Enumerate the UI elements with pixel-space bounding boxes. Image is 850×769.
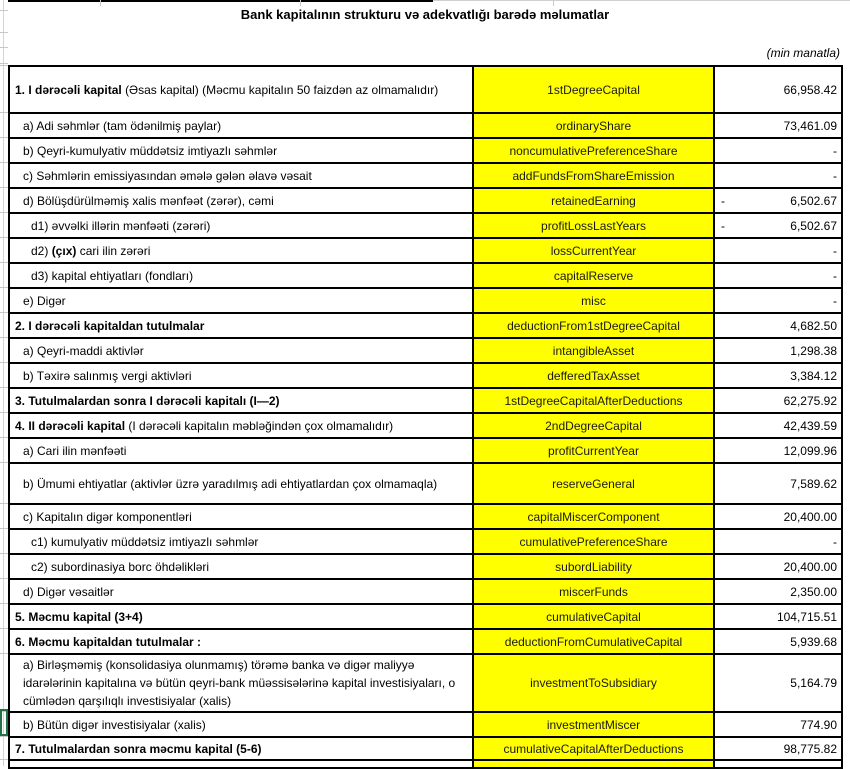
value-cell[interactable] [714,388,842,413]
gutter-gridline [0,578,8,579]
top-gridline [433,0,850,1]
description-text: a) Qeyri-maddi aktivlər [23,343,144,358]
table-row [9,66,842,113]
code-text: profitLossLastYears [541,218,646,233]
description-cell[interactable] [9,113,473,138]
value-text: - [833,268,837,283]
gutter-gridline [0,387,8,388]
code-text: cumulativeCapital [546,609,641,624]
value-text: - [833,143,837,158]
gutter-gridline [0,603,8,604]
column-gridline-stub [100,0,101,6]
description-cell[interactable] [9,66,473,113]
value-cell[interactable] [714,66,842,113]
capital-table-body [9,66,842,768]
value-text: 73,461.09 [783,118,837,133]
table-row [9,163,842,188]
description-cell[interactable] [9,363,473,388]
table-row [9,463,842,504]
table-row [9,413,842,438]
gutter-gridline [0,63,8,64]
code-text: capitalReserve [553,268,634,283]
gutter-gridline [0,162,8,163]
code-cell[interactable] [473,554,714,579]
negative-sign: - [721,218,725,233]
value-cell[interactable] [714,413,842,438]
table-row [9,504,842,529]
description-cell[interactable] [9,388,473,413]
value-cell[interactable] [714,737,842,760]
table-row [9,363,842,388]
description-text: (I dərəcəli kapitalın məbləğindən çox olmamalıdır) [128,418,394,433]
table-row [9,263,842,288]
value-cell[interactable] [714,263,842,288]
code-cell[interactable] [473,529,714,554]
gutter-gridline [0,437,8,438]
description-text: a) Birləşməmiş (konsolidasiya olunmamış) törəmə banka və digər maliyyə idarələrinin kapitalına və bütün qeyri-bank müəssisələrinə kapital investisiyaları, o cümlədən qarşılıqlı investisiyalar (xalis) [23,658,456,708]
gutter-gridline [0,212,8,213]
code-text: deductionFromCumulativeCapital [504,634,683,649]
unit-note: (min manatla) [766,46,840,60]
value-text: 98,775.82 [783,741,837,756]
table-row [9,313,842,338]
code-cell[interactable] [473,263,714,288]
code-cell[interactable] [473,188,714,213]
table-row [9,188,842,213]
value-text: - [833,243,837,258]
value-cell[interactable] [714,188,842,213]
value-text: - [833,534,837,549]
code-text: ordinaryShare [555,118,632,133]
description-cell[interactable] [9,138,473,163]
code-cell[interactable] [473,463,714,504]
description-cell[interactable] [9,163,473,188]
value-cell[interactable] [714,579,842,604]
value-text: 62,275.92 [783,393,837,408]
value-text: 5,939.68 [790,634,837,649]
column-gridline-stub [300,0,301,6]
value-text: 20,400.00 [783,559,837,574]
description-cell[interactable] [9,504,473,529]
code-cell[interactable] [473,737,714,760]
value-cell[interactable] [714,138,842,163]
value-cell[interactable] [714,313,842,338]
table-row [9,288,842,313]
table-row [9,113,842,138]
description-text: 5. Məcmu kapital (3+4) [15,609,143,624]
description-text: b) Bütün digər investisiyalar (xalis) [23,717,206,732]
gutter-gridline [0,462,8,463]
table-row [9,604,842,629]
gutter-gridline [0,412,8,413]
value-cell[interactable] [714,363,842,388]
value-cell[interactable] [714,504,842,529]
sheet-title: Bank kapitalının strukturu və adekvatlığı barədə məlumatlar [240,7,610,22]
value-cell[interactable] [714,529,842,554]
value-cell[interactable] [714,113,842,138]
code-text: deductionFrom1stDegreeCapital [507,318,680,333]
description-cell[interactable] [9,604,473,629]
code-cell[interactable] [473,363,714,388]
table-row [9,138,842,163]
description-text: b) Qeyri-kumulyativ müddətsiz imtiyazlı səhmlər [23,143,278,158]
code-text: intangibleAsset [552,343,635,358]
description-text: d2) [31,243,52,258]
partial-row [9,760,842,768]
left-gridline [3,0,4,766]
value-text: 7,589.62 [790,476,837,491]
value-cell[interactable] [714,654,842,712]
code-cell[interactable] [473,760,714,768]
description-cell[interactable] [9,529,473,554]
code-text: profitCurrentYear [548,443,639,458]
table-row [9,338,842,363]
code-text: 1stDegreeCapitalAfterDeductions [504,393,683,408]
description-text: c2) subordinasiya borc öhdəlikləri [31,559,210,574]
table-row [9,213,842,238]
code-cell[interactable] [473,66,714,113]
value-text: 4,682.50 [790,318,837,333]
description-text: e) Digər [23,293,66,308]
table-row [9,554,842,579]
code-cell[interactable] [473,163,714,188]
description-cell[interactable] [9,288,473,313]
gutter-gridline [0,653,8,654]
code-cell[interactable] [473,579,714,604]
table-row [9,712,842,737]
gutter-gridline [0,112,8,113]
code-text: addFundsFromShareEmission [512,168,675,183]
description-text: 1. I dərəcəli kapital [15,82,126,97]
code-cell[interactable] [473,288,714,313]
description-text: c1) kumulyativ müddətsiz imtiyazlı səhmlər [31,534,259,549]
gutter-gridline [0,312,8,313]
description-cell[interactable] [9,263,473,288]
code-cell[interactable] [473,438,714,463]
description-text: d1) əvvəlki illərin mənfəəti (zərəri) [31,218,211,233]
gutter-gridline [0,337,8,338]
gutter-gridline [0,237,8,238]
code-cell[interactable] [473,138,714,163]
code-cell[interactable] [473,388,714,413]
code-text: lossCurrentYear [550,243,637,258]
value-cell[interactable] [714,438,842,463]
table-row [9,737,842,760]
code-text: reserveGeneral [552,476,635,491]
value-text: 5,164.79 [790,676,837,690]
gutter-gridline [0,187,8,188]
value-text: 104,715.51 [776,609,837,624]
value-cell[interactable] [714,712,842,737]
code-cell[interactable] [473,113,714,138]
value-text: 12,099.96 [783,443,837,458]
gutter-gridline [0,362,8,363]
value-cell[interactable] [714,213,842,238]
description-text: 4. II dərəcəli kapital [15,418,129,433]
code-text: cumulativeCapitalAfterDeductions [503,741,684,756]
table-row [9,438,842,463]
table-row [9,579,842,604]
capital-structure-table [8,65,843,769]
code-text: cumulativePreferenceShare [519,534,668,549]
description-cell[interactable] [9,737,473,760]
description-cell[interactable] [9,238,473,263]
gutter-gridline [0,137,8,138]
gutter-gridline [0,503,8,504]
code-text: defferedTaxAsset [547,368,640,383]
description-text: c) Kapitalın digər komponentləri [23,509,192,524]
value-text: 42,439.59 [783,418,837,433]
value-cell[interactable] [714,163,842,188]
description-cell[interactable] [9,313,473,338]
value-text: - [833,168,837,183]
description-cell[interactable] [9,463,473,504]
description-cell[interactable] [9,712,473,737]
value-text: 66,958.42 [783,82,837,97]
value-text: - [833,293,837,308]
value-cell[interactable] [714,629,842,654]
code-cell[interactable] [473,238,714,263]
gutter-gridline [0,32,8,33]
gutter-gridline [0,47,8,48]
description-cell[interactable] [9,438,473,463]
top-border-line [8,0,433,2]
description-text: (çıx) [51,243,77,258]
code-text: 2ndDegreeCapital [545,418,642,433]
gutter-gridline [0,262,8,263]
code-text: noncumulativePreferenceShare [509,143,678,158]
description-text: (Əsas kapital) (Məcmu kapitalın 50 faizdən az olmamalıdır) [125,82,439,97]
code-cell[interactable] [473,413,714,438]
selected-cell-indicator[interactable] [0,709,8,736]
gutter-gridline [0,287,8,288]
value-cell[interactable] [714,760,842,768]
code-text: miscerFunds [559,584,628,599]
description-cell[interactable] [9,188,473,213]
code-text: investmentMiscer [546,717,641,732]
code-cell[interactable] [473,338,714,363]
negative-sign: - [721,193,725,208]
code-cell[interactable] [473,213,714,238]
code-text: retainedEarning [551,193,636,208]
value-text: 2,350.00 [790,584,837,599]
code-cell[interactable] [473,604,714,629]
description-cell[interactable] [9,654,473,712]
description-text: b) Təxirə salınmış vergi aktivləri [23,368,192,383]
value-text: 774.90 [800,717,837,732]
table-row [9,529,842,554]
table-row [9,238,842,263]
gutter-gridline [0,628,8,629]
description-cell[interactable] [9,554,473,579]
description-text: d) Digər vəsaitlər [23,584,114,599]
gutter-gridline [0,65,8,66]
code-text: subordLiability [555,559,632,574]
description-text: a) Cari ilin mənfəəti [23,443,127,458]
code-cell[interactable] [473,629,714,654]
description-cell[interactable] [9,338,473,363]
description-text: a) Adi səhmlər (tam ödənilmiş paylar) [23,118,222,133]
description-text: b) Ümumi ehtiyatlar (aktivlər üzrə yaradılmış adi ehtiyatlardan çox olmamaqla) [23,476,438,491]
gutter-gridline [0,736,8,737]
value-text: 6,502.67 [790,193,837,208]
gutter-gridline [0,759,8,760]
description-text: c) Səhmlərin emissiyasından əmələ gələn əlavə vəsait [23,168,312,183]
description-text: 3. Tutulmalardan sonra I dərəcəli kapitalı (I—2) [15,393,280,408]
description-text: 6. Məcmu kapitaldan tutulmalar : [15,634,202,649]
code-cell[interactable] [473,712,714,737]
gutter-gridline [0,553,8,554]
code-cell[interactable] [473,313,714,338]
description-cell[interactable] [9,213,473,238]
value-cell[interactable] [714,238,842,263]
description-cell[interactable] [9,629,473,654]
description-cell[interactable] [9,579,473,604]
code-text: investmentToSubsidiary [530,676,657,690]
table-row [9,654,842,712]
gutter-gridline [0,528,8,529]
value-cell[interactable] [714,463,842,504]
value-cell[interactable] [714,604,842,629]
value-text: 20,400.00 [783,509,837,524]
value-cell[interactable] [714,338,842,363]
code-text: capitalMiscerComponent [527,509,660,524]
table-row [9,629,842,654]
value-text: 3,384.12 [790,368,837,383]
code-cell[interactable] [473,504,714,529]
description-text: cari ilin zərəri [76,243,151,258]
description-text: d3) kapital ehtiyatları (fondları) [31,268,194,283]
value-text: 6,502.67 [790,218,837,233]
value-text: 1,298.38 [790,343,837,358]
code-text: misc [581,293,606,308]
code-text: 1stDegreeCapital [547,82,640,97]
description-text: 2. I dərəcəli kapitaldan tutulmalar [15,318,205,333]
value-cell[interactable] [714,554,842,579]
table-row [9,388,842,413]
description-text: 7. Tutulmalardan sonra məcmu kapital (5-6) [15,741,262,756]
value-cell[interactable] [714,288,842,313]
description-cell[interactable] [9,413,473,438]
code-cell[interactable] [473,654,714,712]
description-text: d) Bölüşdürülməmiş xalis mənfəət (zərər), cəmi [23,193,274,208]
column-gridline-stub [553,0,554,6]
description-cell[interactable] [9,760,473,768]
